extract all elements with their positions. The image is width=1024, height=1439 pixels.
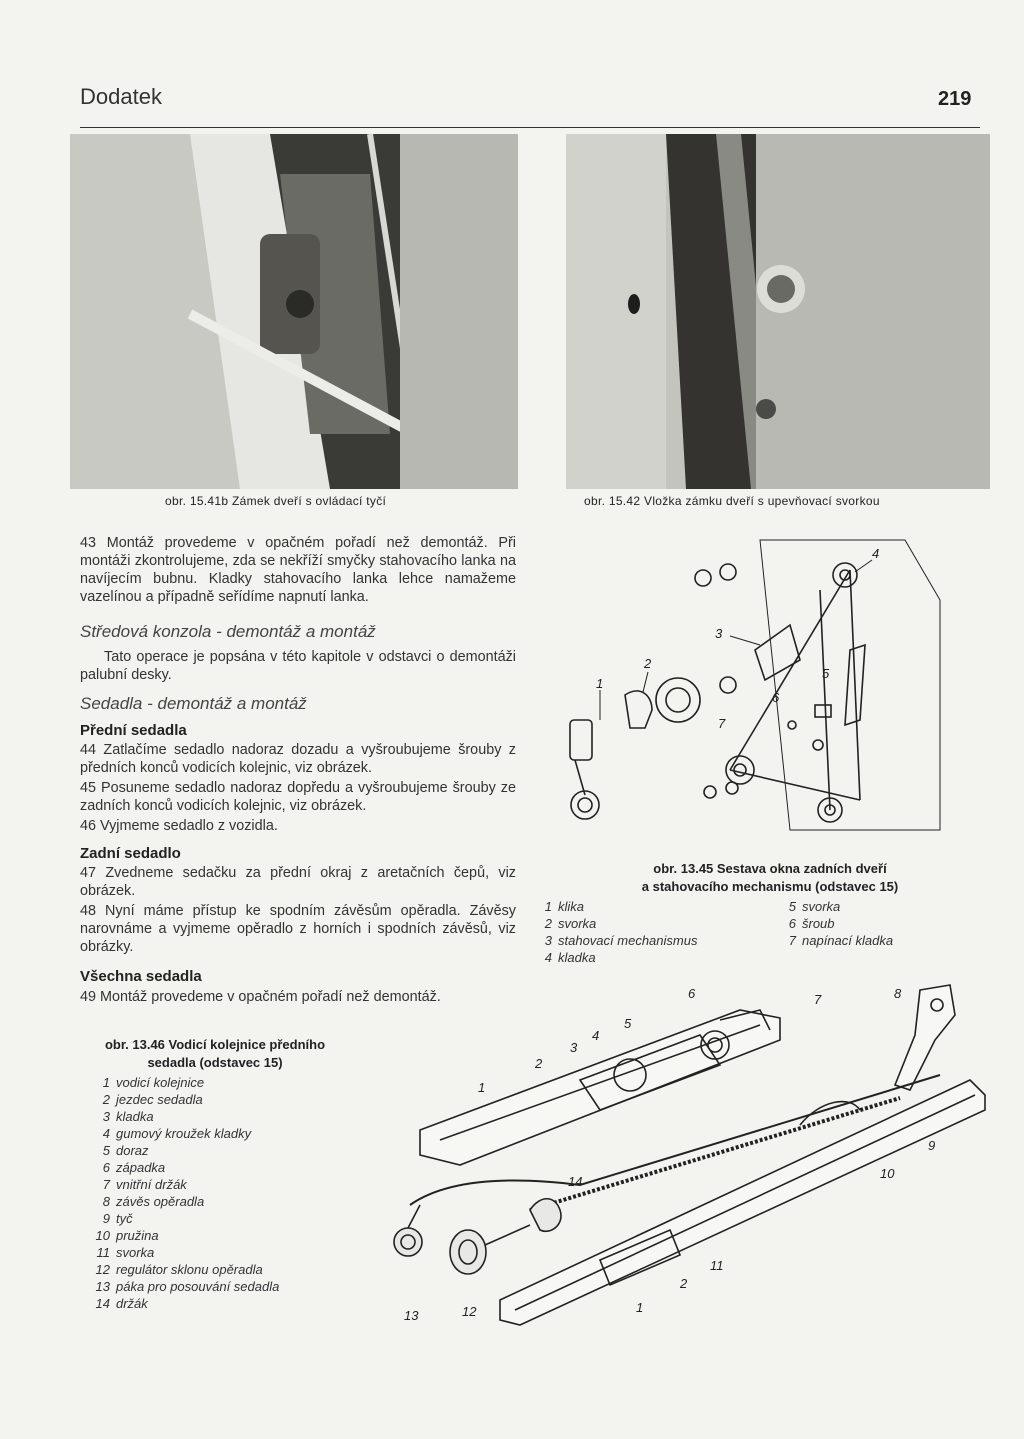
fig1346-label-12: 12 [462,1304,477,1319]
fig1345-label-2: 2 [644,656,652,671]
legend-item: 5 svorka [788,899,841,914]
legend-item: 13 páka pro posouvání sedadla [95,1279,280,1294]
fig1346-title-line1: obr. 13.46 Vodicí kolejnice předního [104,1037,326,1052]
paragraph-45: 45 Posuneme sedadlo nadoraz dopředu a vyšroubujeme šrouby ze zadních konců vodicích kolejnic, viz obrázek. [80,780,516,814]
fig1346-title [80,1036,350,1072]
fig1345-legend-left [530,898,770,966]
paragraph-47: 47 Zvedneme sedačku za přední okraj z aretačních čepů, viz obrázek. [80,865,516,899]
figure-13-45-drawing [560,530,980,850]
figure-13-46-drawing [380,980,990,1330]
fig1345-legend-right [774,898,974,949]
fig1346-label-13: 13 [404,1308,419,1323]
legend-item: 9 tyč [102,1211,133,1226]
legend-item: 1 klika [544,899,585,914]
legend-item: 6 šroub [788,916,835,931]
fig1345-label-4: 4 [872,546,880,561]
legend-item: 2 jezdec sedadla [102,1092,203,1107]
fig1346-legend [88,1074,348,1312]
paragraph-46: 46 Vyjmeme sedadlo z vozidla. [80,818,278,834]
fig1346-label-9: 9 [928,1138,936,1153]
header-rule [80,127,980,128]
photo-lock-insert [566,134,990,489]
fig1346-label-11: 11 [710,1258,724,1273]
legend-item: 7 vnitřní držák [102,1177,187,1192]
fig1346-label-2: 2 [535,1056,543,1071]
legend-item: 3 stahovací mechanismus [544,933,698,948]
fig1345-label-5: 5 [822,666,830,681]
photo-door-lock-rod [70,134,518,489]
legend-item: 12 regulátor sklonu opěradla [95,1262,263,1277]
heading-front-seats: Přední sedadla [80,722,187,739]
legend-item: 4 gumový kroužek kladky [102,1126,252,1141]
photo2-caption: obr. 15.42 Vložka zámku dveří s upevňovací svorkou [584,494,880,508]
legend-item: 4 kladka [544,950,596,965]
legend-item: 2 svorka [544,916,597,931]
fig1345-title-line1: obr. 13.45 Sestava okna zadních dveří [653,861,887,876]
fig1345-label-7: 7 [718,716,726,731]
fig1346-label-5: 5 [624,1016,632,1031]
fig1345-title-line2: a stahovacího mechanismu (odstavec 15) [641,879,899,894]
fig1345-label-1: 1 [596,676,604,691]
legend-item: 8 závěs opěradla [102,1194,205,1209]
fig1345-label-3: 3 [715,626,723,641]
fig1346-label-1: 1 [478,1080,486,1095]
fig1346-label-6: 6 [688,986,696,1001]
legend-item: 10 pružina [95,1228,159,1243]
paragraph-48: 48 Nyní máme přístup ke spodním závěsům opěradla. Závěsy narovnáme a vyjmeme opěradlo z horních i spodních závěsů, viz obrázky. [80,903,516,955]
fig1346-label-10: 10 [880,1166,895,1181]
legend-item: 14 držák [95,1296,148,1311]
legend-item: 11 svorka [96,1245,155,1260]
fig1346-label-7: 7 [814,992,822,1007]
fig1346-label-2b: 2 [680,1276,688,1291]
fig1346-label-1b: 1 [636,1300,644,1315]
legend-item: 7 napínací kladka [788,933,894,948]
page-number: 219 [938,88,972,110]
legend-item: 3 kladka [102,1109,154,1124]
legend-item: 5 doraz [102,1143,149,1158]
photo1-caption: obr. 15.41b Zámek dveří s ovládací tyčí [165,494,387,508]
fig1346-label-3: 3 [570,1040,578,1055]
fig1346-label-14: 14 [568,1174,583,1189]
legend-item: 1 vodicí kolejnice [102,1075,205,1090]
fig1346-title-line2: sedadla (odstavec 15) [147,1055,283,1070]
heading-all-seats: Všechna sedadla [80,968,202,985]
fig1346-label-8: 8 [894,986,902,1001]
section-title: Dodatek [80,84,162,109]
fig1345-label-6: 6 [772,690,780,705]
heading-rear-seat: Zadní sedadlo [80,845,181,862]
fig1345-title [580,860,960,896]
heading-seats: Sedadla - demontáž a montáž [80,694,307,713]
legend-item: 6 západka [102,1160,166,1175]
paragraph-44: 44 Zatlačíme sedadlo nadoraz dozadu a vyšroubujeme šrouby z předních konců vodicích kolejnic, viz obrázek. [80,742,516,776]
paragraph-console: Tato operace je popsána v této kapitole v odstavci o demontáži palubní desky. [80,649,516,683]
fig1346-label-4: 4 [592,1028,600,1043]
paragraph-49: 49 Montáž provedeme v opačném pořadí než demontáž. [80,989,441,1005]
paragraph-43: 43 Montáž provedeme v opačném pořadí než demontáž. Při montáži zkontrolujeme, zda se nekříží smyčky stahovacího lanka na navíjecím bubnu. Kladky stahovacího lanka lehce namažeme vazelínou a případně seřídíme napnutí lanka. [80,535,516,605]
heading-center-console: Středová konzola - demontáž a montáž [80,622,376,641]
